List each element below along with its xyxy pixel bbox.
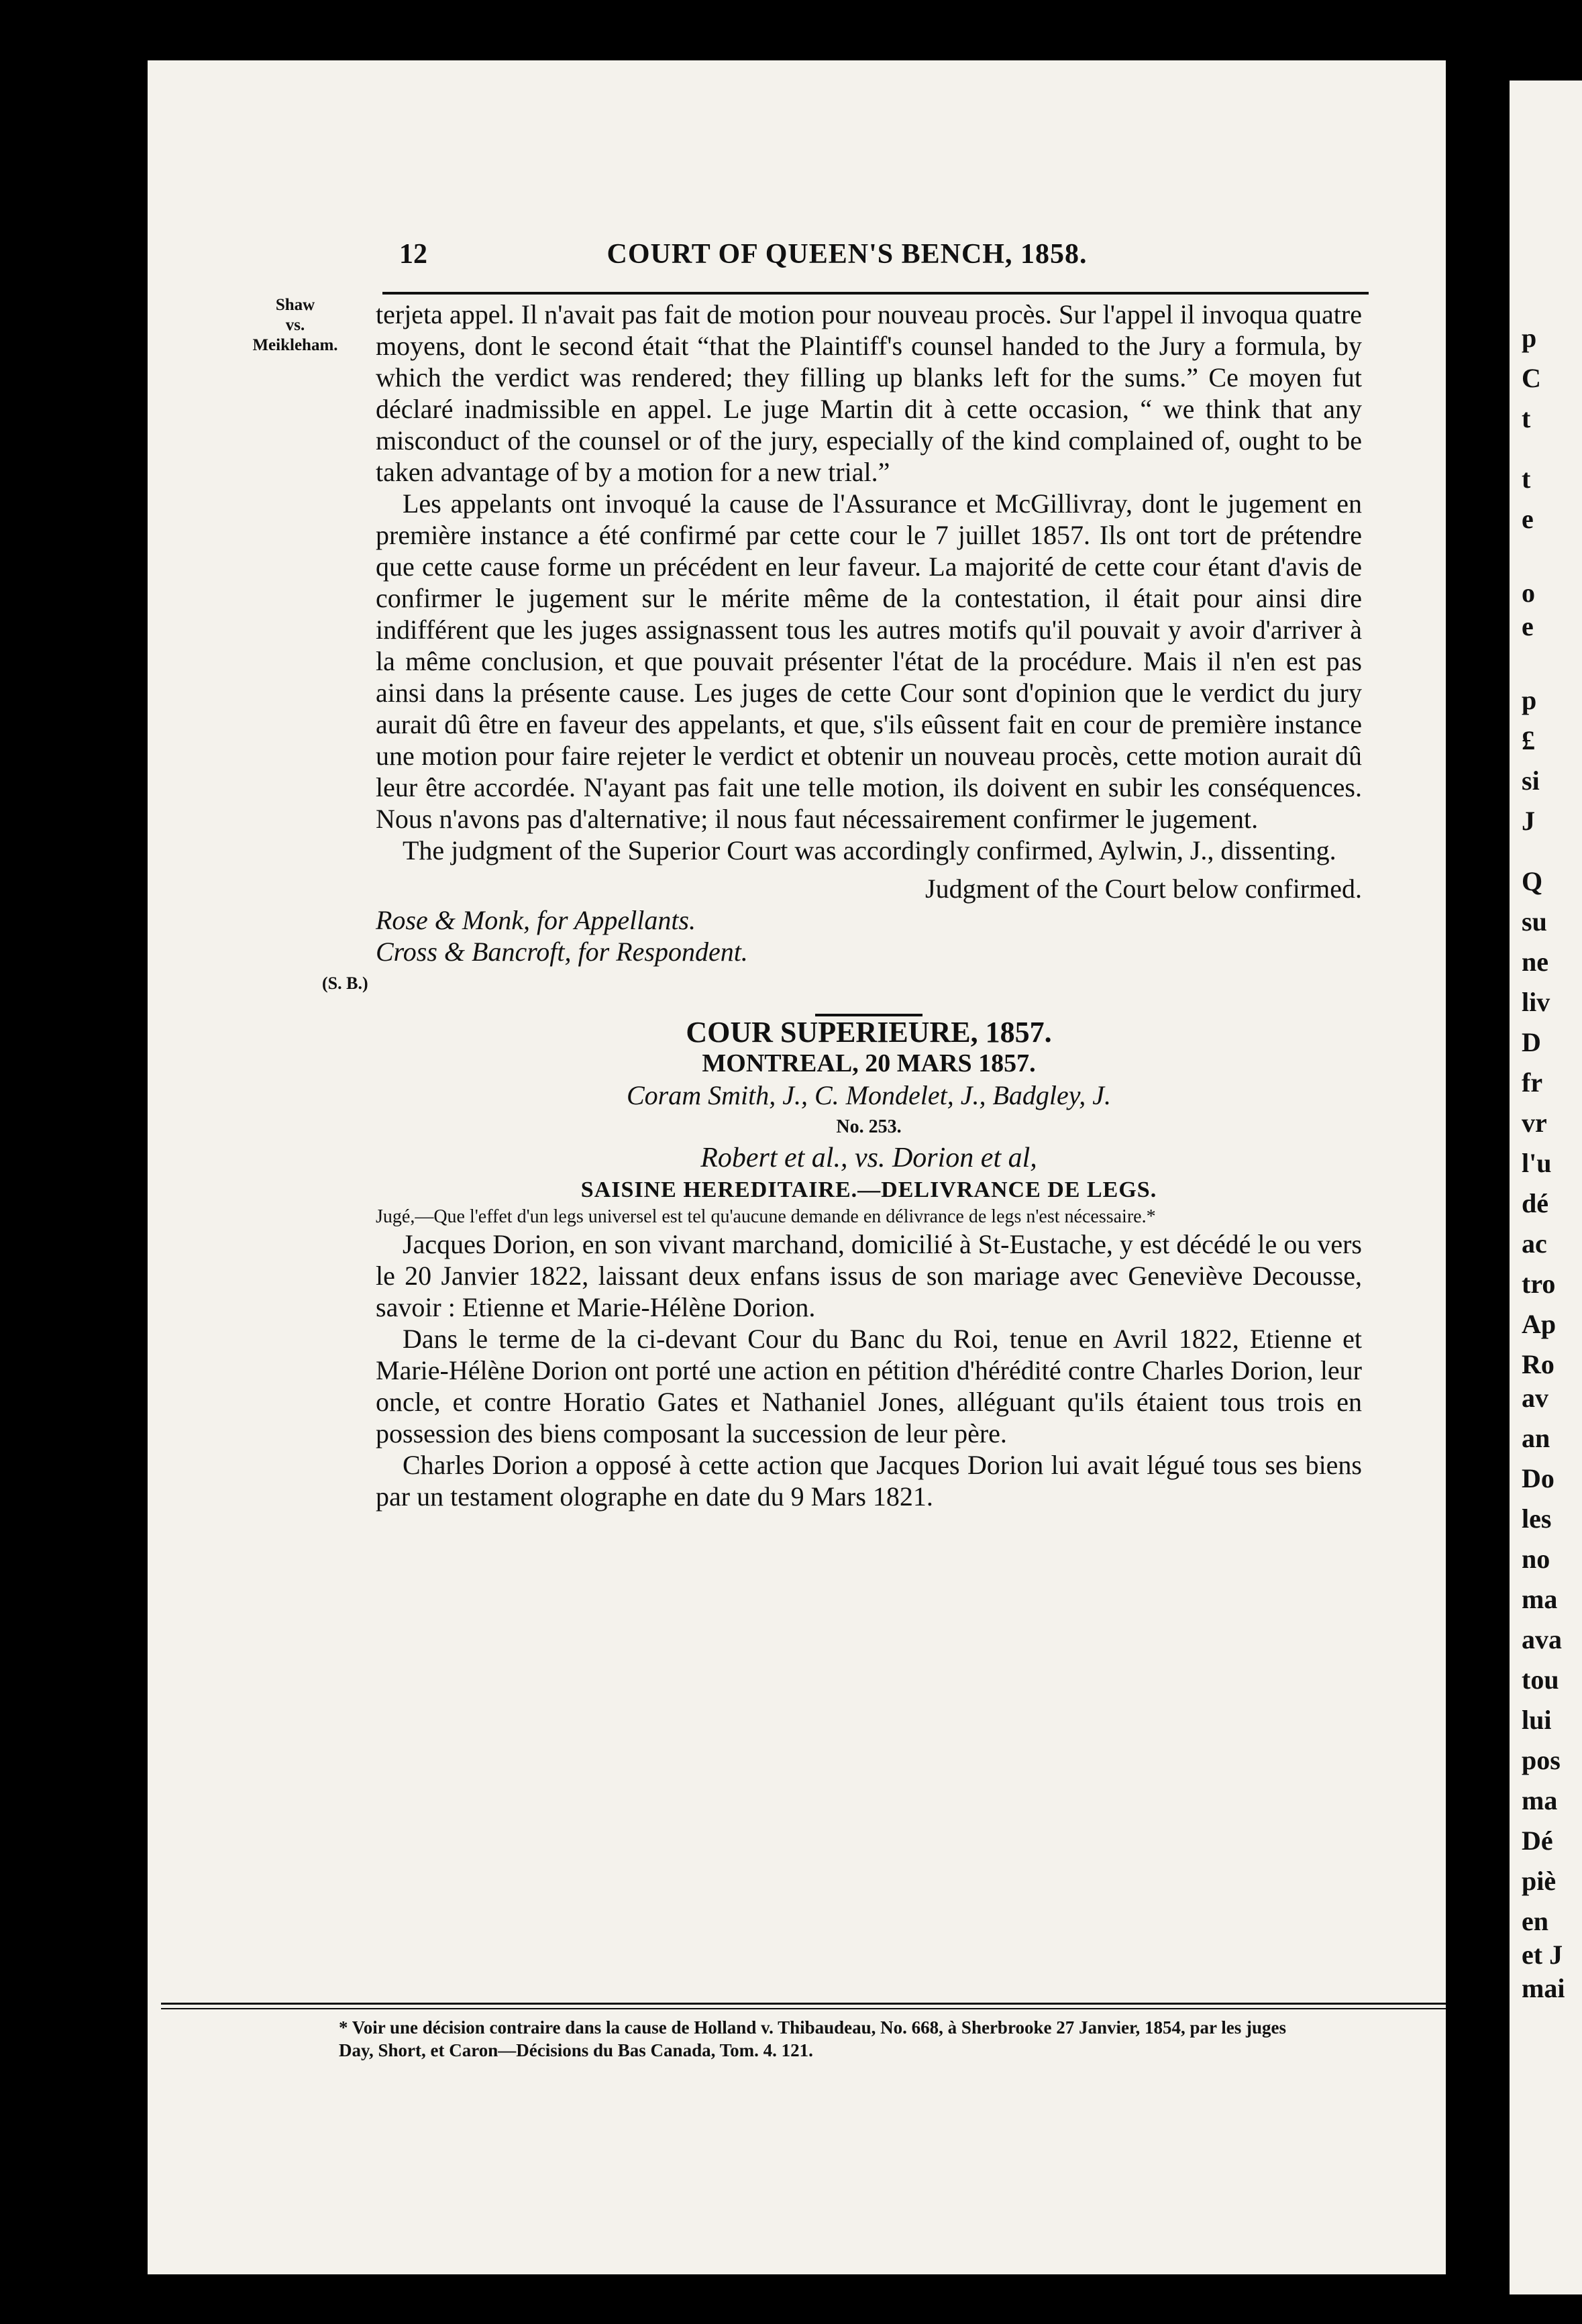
adjacent-page-text-20: ac xyxy=(1522,1228,1547,1259)
header-rule xyxy=(382,292,1369,295)
adjacent-page-text-5: o xyxy=(1522,578,1535,608)
margin-note-line3: Meikleham. xyxy=(252,336,338,354)
adjacent-page-text-17: vr xyxy=(1522,1108,1547,1138)
adjacent-page-text-36: piè xyxy=(1522,1866,1557,1896)
adjacent-page-text-4: e xyxy=(1522,504,1534,534)
adjacent-page-text-11: Q xyxy=(1522,866,1543,896)
counsel-respondent: Cross & Bancroft, for Respondent. xyxy=(376,937,748,967)
adjacent-page-text-38: et J xyxy=(1522,1940,1563,1970)
case-headnote: Jugé,—Que l'effet d'un legs universel est tel qu'aucune demande en délivrance de legs n'est nécessaire.* xyxy=(376,1206,1156,1227)
adjacent-page-text-39: mai xyxy=(1522,1973,1565,2003)
adjacent-page-text-18: l'u xyxy=(1522,1148,1552,1178)
case-subject: SAISINE HEREDITAIRE.—DELIVRANCE DE LEGS. xyxy=(580,1177,1157,1202)
margin-note-line1: Shaw xyxy=(275,296,315,314)
body-text xyxy=(322,299,1362,1512)
adjacent-page-text-0: p xyxy=(1522,323,1537,353)
court-heading: COUR SUPERIEURE, 1857. xyxy=(686,1016,1052,1049)
adjacent-page-text-33: pos xyxy=(1522,1745,1561,1775)
adjacent-page-text-27: les xyxy=(1522,1503,1552,1534)
adjacent-page-text-14: liv xyxy=(1522,987,1550,1017)
adjacent-page-text-3: t xyxy=(1522,464,1531,494)
adjacent-page-text-19: dé xyxy=(1522,1188,1548,1218)
adjacent-page-text-24: av xyxy=(1522,1383,1548,1413)
adjacent-page-text-23: Ro xyxy=(1522,1349,1554,1379)
adjacent-page-text-6: e xyxy=(1522,611,1534,641)
adjacent-page-text-28: no xyxy=(1522,1544,1550,1574)
reporter-initials: (S. B.) xyxy=(322,973,368,993)
counsel-appellants: Rose & Monk, for Appellants. xyxy=(376,905,696,935)
case2-paragraph-1: Jacques Dorion, en son vivant marchand, domicilié à St-Eustache, y est décédé le ou vers le 20 Janvier 1822, laissant deux enfans issus de son mariage avec Geneviève Decousse, savoir : Etienne et Marie-Hélène Dorion. xyxy=(376,1229,1362,1322)
adjacent-page-text-8: £ xyxy=(1522,725,1535,755)
coram: Coram Smith, J., C. Mondelet, J., Badgley, J. xyxy=(626,1080,1112,1110)
adjacent-page-text-37: en xyxy=(1522,1906,1548,1936)
adjacent-page-text-15: D xyxy=(1522,1027,1541,1057)
case1-result: Judgment of the Court below confirmed. xyxy=(925,874,1362,904)
adjacent-page-text-16: fr xyxy=(1522,1067,1543,1098)
adjacent-page-text-12: su xyxy=(1522,906,1547,937)
place-date: MONTREAL, 20 MARS 1857. xyxy=(702,1049,1036,1077)
adjacent-page-text-26: Do xyxy=(1522,1463,1554,1493)
adjacent-page-text-30: ava xyxy=(1522,1624,1562,1654)
adjacent-page-text-22: Ap xyxy=(1522,1309,1557,1339)
case-margin-note xyxy=(235,295,356,356)
case1-paragraph-3: The judgment of the Superior Court was accordingly confirmed, Aylwin, J., dissenting. xyxy=(403,835,1336,865)
adjacent-page-text-2: t xyxy=(1522,403,1531,433)
adjacent-page-text-21: tro xyxy=(1522,1269,1556,1299)
adjacent-page-fragment xyxy=(1510,81,1582,2294)
case-number: No. 253. xyxy=(836,1116,902,1137)
page-number: 12 xyxy=(399,239,427,270)
adjacent-page-text-13: ne xyxy=(1522,947,1548,977)
adjacent-page-text-10: J xyxy=(1522,806,1535,836)
adjacent-page-text-35: Dé xyxy=(1522,1826,1553,1856)
adjacent-page-text-29: ma xyxy=(1522,1584,1558,1614)
margin-note-line2: vs. xyxy=(285,316,305,334)
adjacent-page-text-31: tou xyxy=(1522,1665,1559,1695)
case-parties: Robert et al., vs. Dorion et al, xyxy=(700,1143,1037,1173)
adjacent-page-text-34: ma xyxy=(1522,1785,1558,1815)
adjacent-page-text-25: an xyxy=(1522,1423,1550,1453)
case1-paragraph-1: terjeta appel. Il n'avait pas fait de motion pour nouveau procès. Sur l'appel il invoqua quatre moyens, dont le second était “that the Plaintiff's counsel handed to the Jury a formula, by which the verdict was rendered; they filling up blanks left for the sums.” Ce moyen fut déclaré inadmissible en appel. Le juge Martin dit à cette occasion, “ we think that any misconduct of the counsel or of the jury, especially of the kind complained of, ought to be taken advantage of by a motion for a new trial.” xyxy=(376,299,1362,487)
case2-paragraph-2: Dans le terme de la ci-devant Cour du Banc du Roi, tenue en Avril 1822, Etienne et Marie-Hélène Dorion ont porté une action en pétition d'hérédité contre Charles Dorion, leur oncle, et contre Horatio Gates et Nathaniel Jones, alléguant qu'ils étaient tous trois en possession des biens composant la succession de leur père. xyxy=(376,1324,1362,1448)
footnote: * Voir une décision contraire dans la cause de Holland v. Thibaudeau, No. 668, à Sherbrooke 27 Janvier, 1854, par les juges Day, Short, et Caron—Décisions du Bas Canada, Tom. 4. 121. xyxy=(339,2017,1286,2060)
case1-paragraph-2: Les appelants ont invoqué la cause de l'Assurance et McGillivray, dont le jugement en première instance a été confirmé par cette cour le 7 juillet 1857. Ils ont tort de prétendre que cette cause forme un précédent en leur faveur. La majorité de cette cour étant d'avis de confirmer le jugement sur le mérite même de la contestation, il était pour ainsi dire indifférent que les juges assignassent tous les autres motifs qu'il pouvait y avoir d'arriver à la même conclusion, et que pouvait présenter l'état de la procédure. Mais il n'en est pas ainsi dans la présente cause. Les juges de cette Cour sont d'opinion que le verdict du jury aurait dû être en faveur des appelants, et que, s'ils eûssent fait en cour de première instance une motion pour faire rejeter le verdict et obtenir un nouveau procès, cette motion aurait dû leur être accordée. N'ayant pas fait une telle motion, ils doivent en subir les conséquences. Nous n'avons pas d'alternative; il nous faut nécessairement confirmer le jugement. xyxy=(376,488,1362,834)
adjacent-page-text-9: si xyxy=(1522,765,1540,796)
running-title: COURT OF QUEEN'S BENCH, 1858. xyxy=(607,239,1088,270)
footnote-rule-secondary xyxy=(161,2008,1446,2009)
case2-paragraph-3: Charles Dorion a opposé à cette action que Jacques Dorion lui avait légué tous ses biens par un testament olographe en date du 9 Mars 1821. xyxy=(376,1450,1362,1512)
adjacent-page-text-32: lui xyxy=(1522,1705,1552,1735)
footnote-rule xyxy=(161,2003,1446,2005)
adjacent-page-text-7: p xyxy=(1522,685,1537,715)
adjacent-page-text-1: C xyxy=(1522,363,1541,393)
